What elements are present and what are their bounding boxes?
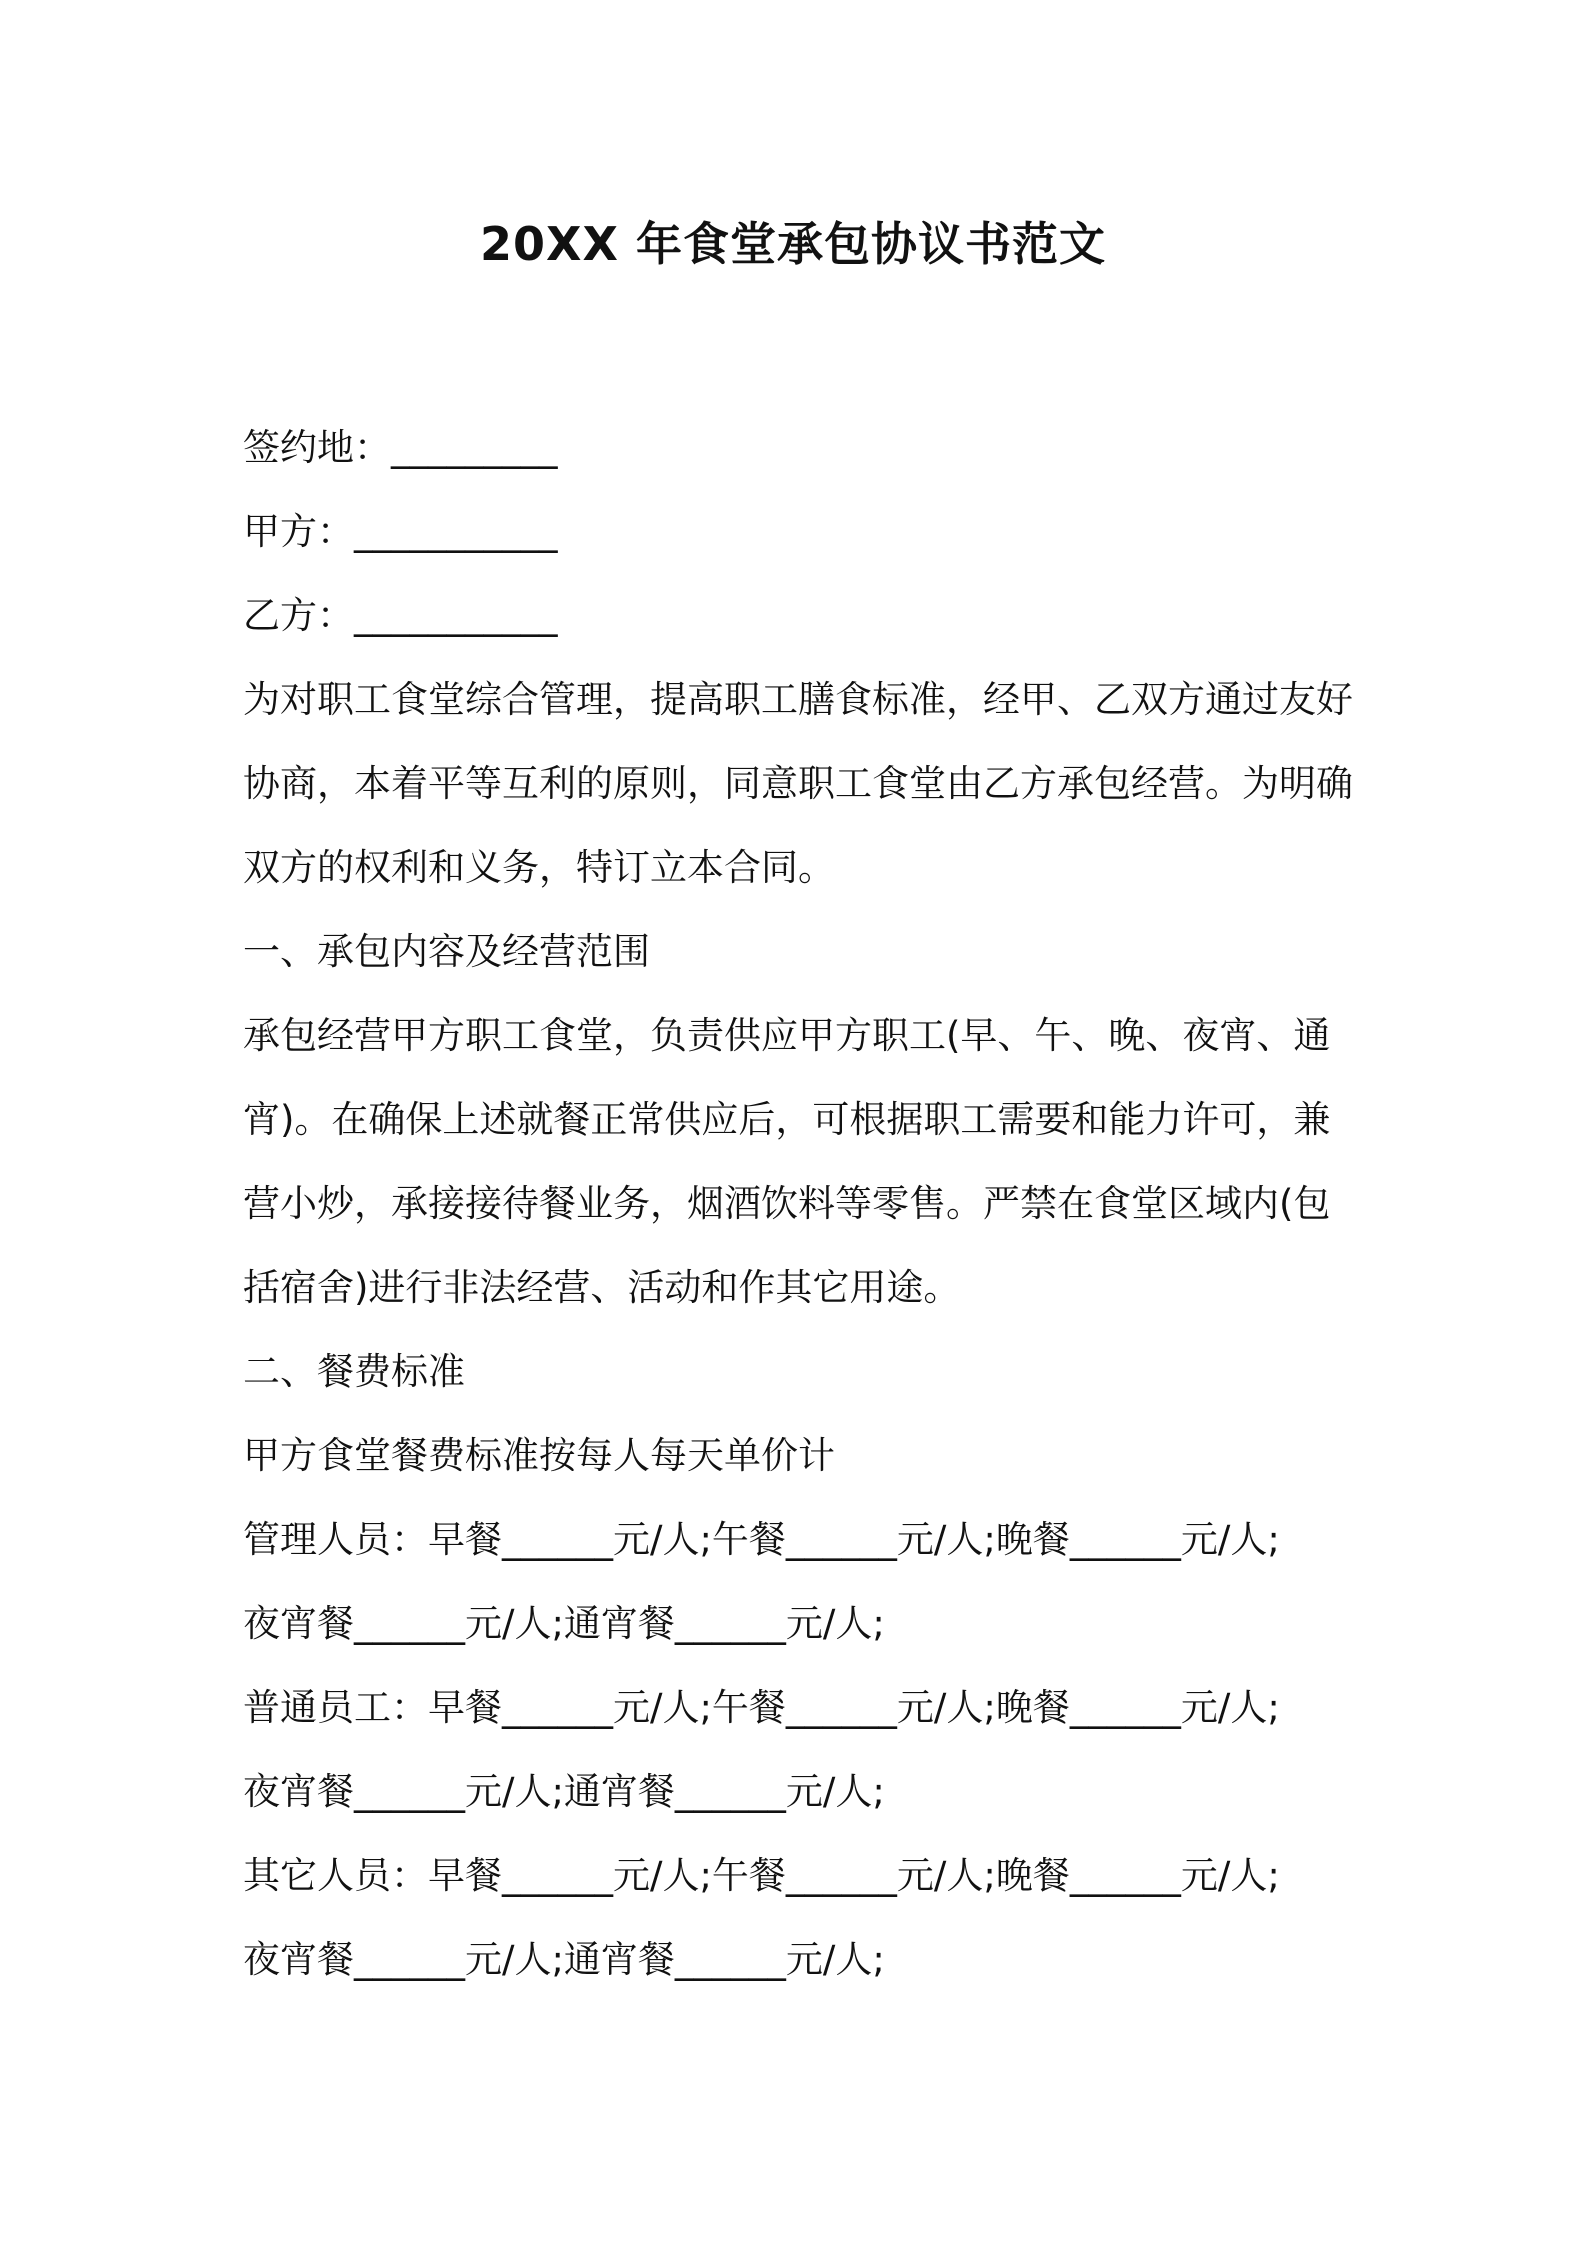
other-staff-fee-line-1: 其它人员：早餐______元/人;午餐______元/人;晚餐______元/人; xyxy=(243,1854,1280,1897)
document-title: 20XX 年食堂承包协议书范文 xyxy=(480,217,1106,271)
section-1-paragraph-line-4: 括宿舍)进行非法经营、活动和作其它用途。 xyxy=(243,1266,961,1309)
regular-employee-fee-line-2: 夜宵餐______元/人;通宵餐______元/人; xyxy=(243,1770,885,1813)
management-staff-fee-line-2: 夜宵餐______元/人;通宵餐______元/人; xyxy=(243,1602,885,1645)
section-1-heading: 一、承包内容及经营范围 xyxy=(243,930,650,973)
regular-employee-fee-line-1: 普通员工：早餐______元/人;午餐______元/人;晚餐______元/人; xyxy=(243,1686,1280,1729)
section-1-paragraph-line-3: 营小炒，承接接待餐业务，烟酒饮料等零售。严禁在食堂区域内(包 xyxy=(243,1182,1331,1225)
section-1-paragraph-line-1: 承包经营甲方职工食堂，负责供应甲方职工(早、午、晚、夜宵、通 xyxy=(243,1014,1331,1057)
meal-fee-intro-line: 甲方食堂餐费标准按每人每天单价计 xyxy=(243,1434,835,1477)
management-staff-fee-line-1: 管理人员：早餐______元/人;午餐______元/人;晚餐______元/人; xyxy=(243,1518,1280,1561)
intro-paragraph-line-1: 为对职工食堂综合管理，提高职工膳食标准，经甲、乙双方通过友好 xyxy=(243,678,1353,721)
intro-paragraph-line-2: 协商，本着平等互利的原则，同意职工食堂由乙方承包经营。为明确 xyxy=(243,762,1353,805)
document-body xyxy=(243,406,1358,2002)
signing-place-line: 签约地：_________ xyxy=(243,426,558,469)
party-b-line: 乙方：___________ xyxy=(243,594,558,637)
section-1-paragraph-line-2: 宵)。在确保上述就餐正常供应后，可根据职工需要和能力许可，兼 xyxy=(243,1098,1331,1141)
other-staff-fee-line-2: 夜宵餐______元/人;通宵餐______元/人; xyxy=(243,1938,885,1981)
party-a-line: 甲方：___________ xyxy=(243,510,558,553)
intro-paragraph-line-3: 双方的权利和义务，特订立本合同。 xyxy=(243,846,835,889)
section-2-heading: 二、餐费标准 xyxy=(243,1350,465,1393)
